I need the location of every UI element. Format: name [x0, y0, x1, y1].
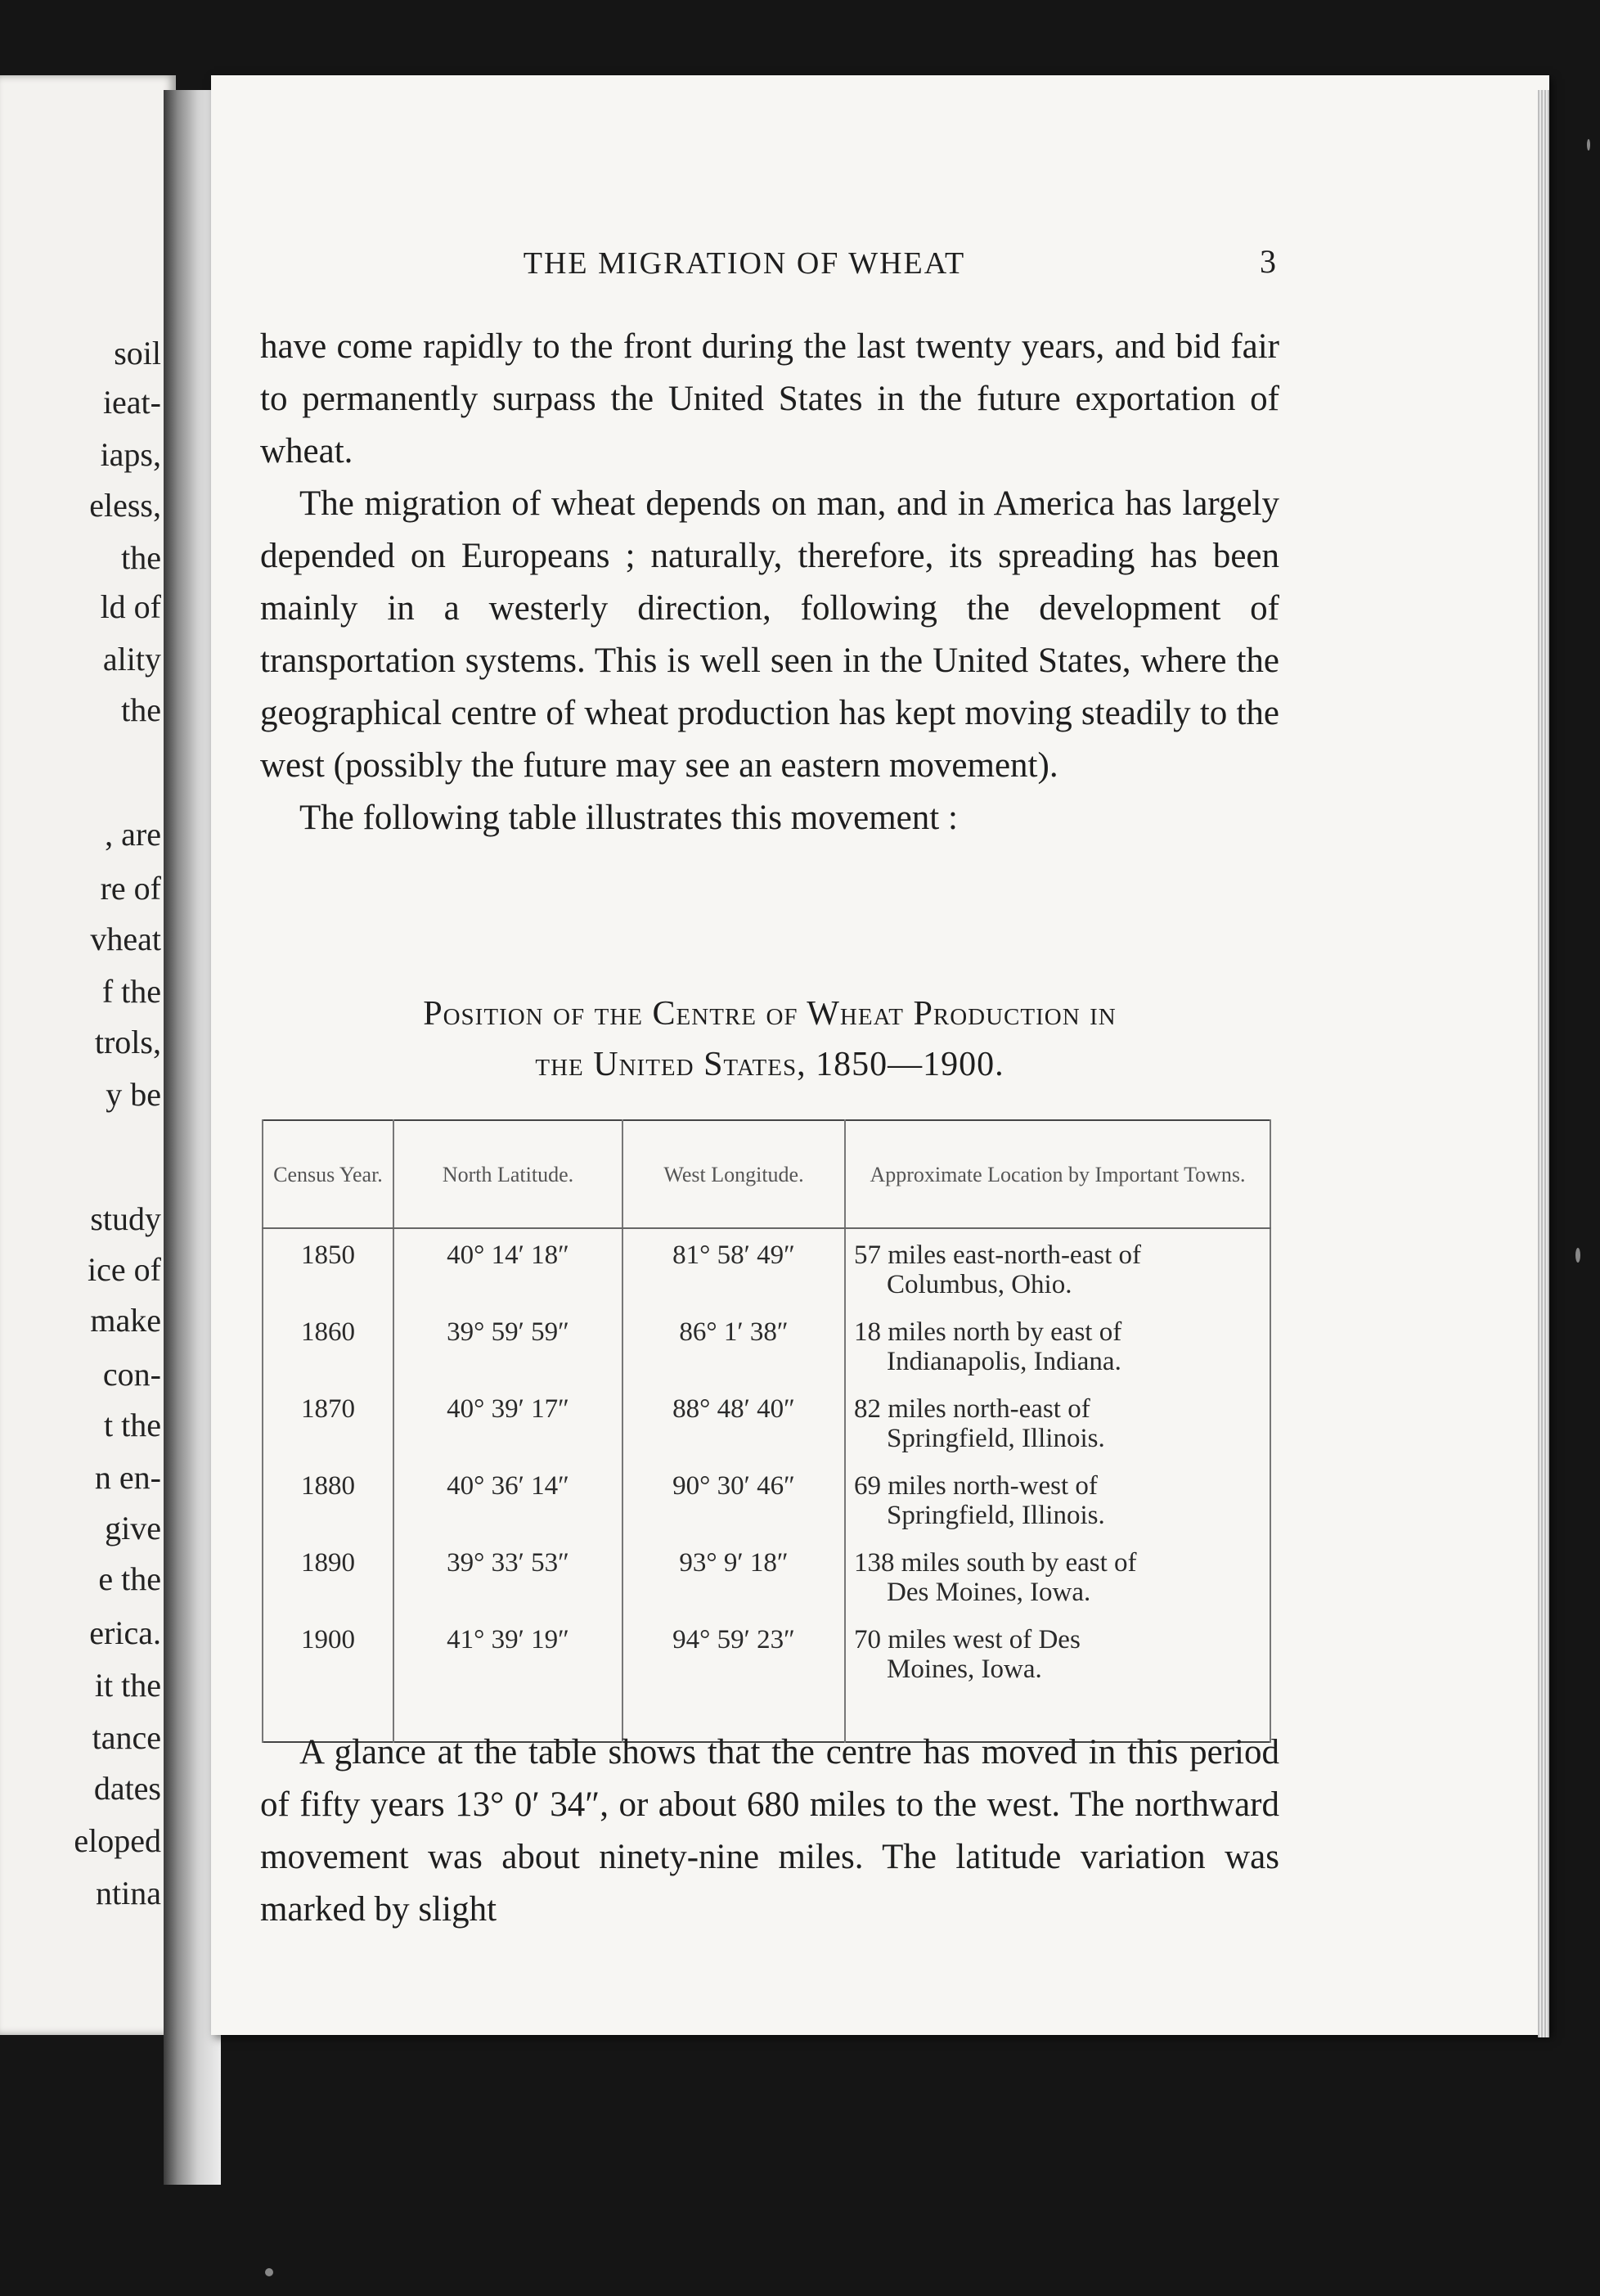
left-page-fragment: e the — [98, 1560, 161, 1597]
census-year-cell: 1870 — [263, 1383, 393, 1460]
location-line-1: 18 miles north by east of — [854, 1317, 1122, 1347]
left-page-fragment: con- — [102, 1356, 161, 1393]
header-north-latitude: North Latitude. — [393, 1120, 622, 1228]
longitude-cell: 93° 9′ 18″ — [622, 1537, 845, 1614]
left-page-fragment: it the — [94, 1667, 161, 1704]
latitude-cell: 39° 33′ 53″ — [393, 1537, 622, 1614]
table-title-line-2: the United States, 1850—1900. — [535, 1046, 1004, 1083]
paragraph-1: have come rapidly to the front during the last twenty years, and bid fair to permanently surpass the United States in the future exportation of wheat. — [260, 327, 1279, 470]
scan-speck — [1575, 1248, 1580, 1263]
left-page-fragment: , are — [105, 816, 161, 853]
location-line-2: Springfield, Illinois. — [887, 1501, 1105, 1530]
page-edge — [1538, 90, 1549, 2037]
location-cell — [845, 1228, 1270, 1306]
table-row — [263, 1383, 1270, 1460]
left-page-fragment: eloped — [74, 1822, 161, 1859]
left-page-fragment: erica. — [89, 1614, 161, 1651]
left-page-fragment: study — [90, 1200, 161, 1237]
left-page — [0, 75, 176, 2035]
table-row — [263, 1228, 1270, 1306]
census-year-cell: 1860 — [263, 1306, 393, 1383]
longitude-cell: 81° 58′ 49″ — [622, 1228, 845, 1306]
header-west-longitude: West Longitude. — [622, 1120, 845, 1228]
location-cell — [845, 1460, 1270, 1537]
header-location: Approximate Location by Important Towns. — [845, 1120, 1270, 1228]
location-line-2: Moines, Iowa. — [887, 1654, 1042, 1684]
left-page-fragment: ieat- — [102, 384, 161, 421]
table-row — [263, 1537, 1270, 1614]
census-year-cell: 1880 — [263, 1460, 393, 1537]
longitude-cell: 86° 1′ 38″ — [622, 1306, 845, 1383]
location-cell — [845, 1306, 1270, 1383]
location-line-2: Springfield, Illinois. — [887, 1424, 1105, 1453]
left-page-fragment: give — [105, 1510, 161, 1546]
scan-speck — [265, 2268, 273, 2276]
location-line-1: 138 miles south by east of — [854, 1548, 1137, 1578]
location-line-1: 57 miles east-north-east of — [854, 1240, 1141, 1270]
table-title-line-1: Position of the Centre of Wheat Production in — [423, 995, 1117, 1033]
location-line-2: Columbus, Ohio. — [887, 1270, 1072, 1299]
page-number: 3 — [1260, 243, 1276, 280]
left-page-fragment: ntina — [96, 1875, 161, 1911]
latitude-cell: 40° 14′ 18″ — [393, 1228, 622, 1306]
left-page-fragment: dates — [93, 1770, 161, 1807]
table-header-row — [263, 1120, 1270, 1228]
table-row — [263, 1460, 1270, 1537]
left-page-fragment: trols, — [94, 1024, 161, 1060]
location-line-1: 82 miles north-east of — [854, 1394, 1090, 1424]
paragraph-2: The migration of wheat depends on man, and in America has largely depended on Europeans ; naturally, therefore, its spreading has been mainly in a westerly direction, following the development of transportation systems. This is well seen in the United States, where the geographical centre of wheat production has kept moving steadily to the west (possibly the future may see an eastern movement). — [260, 484, 1279, 785]
left-page-fragment: tance — [92, 1719, 161, 1756]
wheat-centre-table — [262, 1119, 1271, 1743]
longitude-cell: 88° 48′ 40″ — [622, 1383, 845, 1460]
location-cell — [845, 1614, 1270, 1690]
census-year-cell: 1850 — [263, 1228, 393, 1306]
table-row — [263, 1614, 1270, 1690]
longitude-cell: 90° 30′ 46″ — [622, 1460, 845, 1537]
longitude-cell: 94° 59′ 23″ — [622, 1614, 845, 1690]
left-page-fragment: make — [90, 1302, 161, 1339]
left-page-fragment: ality — [102, 641, 161, 678]
body-text-bottom — [260, 1727, 1279, 1936]
latitude-cell: 39° 59′ 59″ — [393, 1306, 622, 1383]
census-year-cell: 1890 — [263, 1537, 393, 1614]
latitude-cell: 41° 39′ 19″ — [393, 1614, 622, 1690]
paragraph-3: The following table illustrates this movement : — [299, 799, 958, 837]
running-head: THE MIGRATION OF WHEAT — [523, 246, 966, 281]
closing-paragraph: A glance at the table shows that the centre has moved in this period of fifty years 13° 0′ 34″, or about 680 miles to the west. The northward movement was about ninety-nine miles. The latitude variation was marked by slight — [260, 1733, 1279, 1929]
left-page-fragment: soil — [114, 335, 161, 371]
latitude-cell: 40° 36′ 14″ — [393, 1460, 622, 1537]
location-line-2: Indianapolis, Indiana. — [887, 1347, 1121, 1376]
left-page-fragment: iaps, — [100, 436, 161, 473]
left-page-fragment: ice of — [88, 1251, 161, 1288]
left-page-fragment: the — [121, 691, 161, 728]
body-text-top — [260, 321, 1279, 844]
census-year-cell: 1900 — [263, 1614, 393, 1690]
location-line-1: 70 miles west of Des — [854, 1625, 1081, 1654]
scan-speck — [1587, 139, 1590, 151]
latitude-cell: 40° 39′ 17″ — [393, 1383, 622, 1460]
left-page-fragment: ld of — [100, 588, 161, 625]
left-page-fragment: vheat — [90, 921, 161, 957]
location-line-2: Des Moines, Iowa. — [887, 1578, 1091, 1607]
left-page-fragment: y be — [106, 1076, 161, 1113]
left-page-fragment: eless, — [89, 487, 161, 524]
left-page-fragment: f the — [101, 973, 161, 1010]
left-page-fragment: t the — [104, 1407, 161, 1443]
left-page-fragment: the — [121, 539, 161, 576]
header-census-year: Census Year. — [263, 1120, 393, 1228]
left-page-fragment: n en- — [94, 1459, 161, 1496]
left-page-fragment: re of — [100, 870, 161, 907]
location-cell — [845, 1537, 1270, 1614]
table-title — [260, 988, 1279, 1090]
location-line-1: 69 miles north-west of — [854, 1471, 1098, 1501]
table-row — [263, 1306, 1270, 1383]
location-cell — [845, 1383, 1270, 1460]
